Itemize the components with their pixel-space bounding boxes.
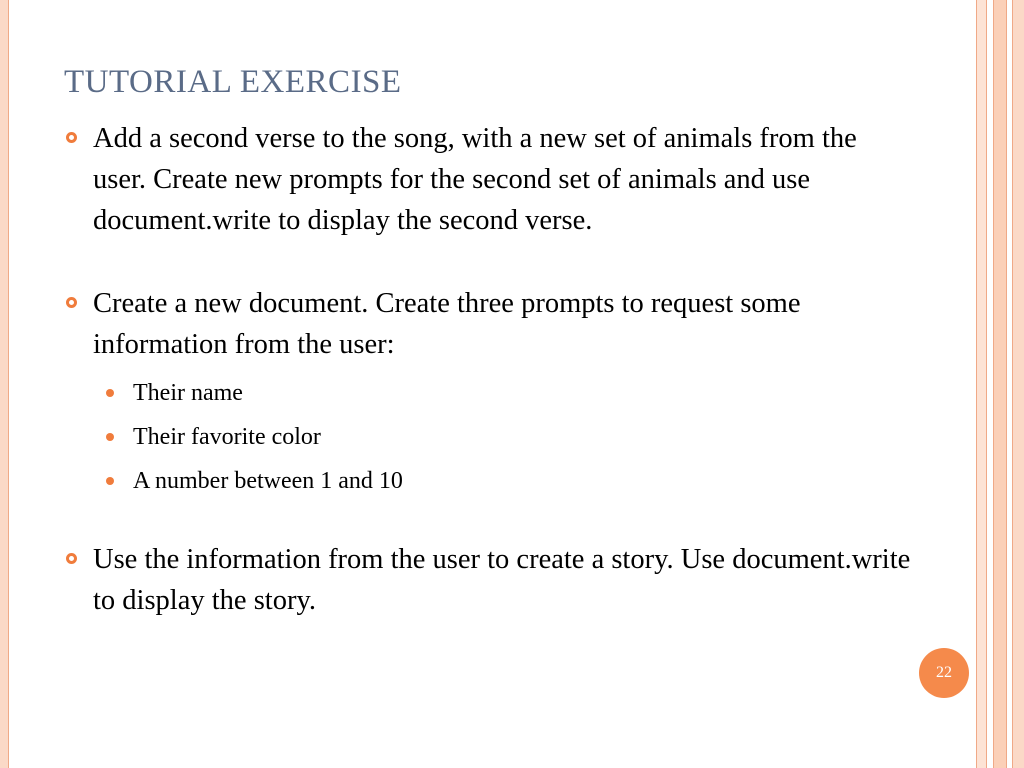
bullet-item xyxy=(64,283,914,365)
dot-bullet-icon xyxy=(106,433,114,441)
sub-bullet-item xyxy=(64,371,914,415)
ring-bullet-icon xyxy=(66,297,77,308)
left-frame-border xyxy=(0,0,9,768)
bullet-item xyxy=(64,118,914,241)
sub-bullet-item xyxy=(64,415,914,459)
right-stripe-3 xyxy=(1012,0,1024,768)
bullet-text: Create a new document. Create three prompts to request some information from the user: xyxy=(93,288,801,360)
sub-bullet-text: Their favorite color xyxy=(133,424,321,450)
bullet-text: Use the information from the user to create a story. Use document.write to display the story. xyxy=(93,544,911,616)
dot-bullet-icon xyxy=(106,477,114,485)
dot-bullet-icon xyxy=(106,389,114,397)
right-stripe-1 xyxy=(976,0,987,768)
bullet-item xyxy=(64,539,914,621)
slide-title: TUTORIAL EXERCISE xyxy=(64,64,402,100)
sub-bullet-text: Their name xyxy=(133,380,243,406)
sub-bullet-item xyxy=(64,459,914,503)
ring-bullet-icon xyxy=(66,553,77,564)
page-number-badge: 22 xyxy=(919,648,969,698)
slide-content xyxy=(64,118,914,621)
ring-bullet-icon xyxy=(66,132,77,143)
sub-bullet-text: A number between 1 and 10 xyxy=(133,468,403,494)
right-stripe-2 xyxy=(993,0,1007,768)
bullet-text: Add a second verse to the song, with a new set of animals from the user. Create new prompts for the second set of animals and use document.write to display the second verse. xyxy=(93,123,857,236)
